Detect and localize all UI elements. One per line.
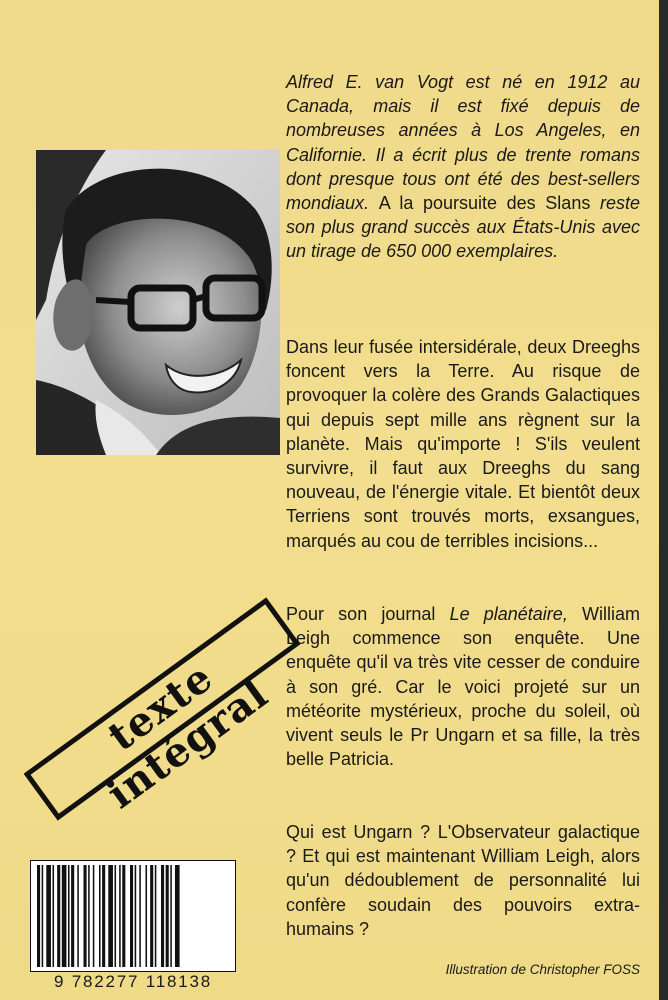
bio-text-1: Alfred E. van Vogt est né en 1912 au Canada, mais il est fixé depuis de nombreuses années à Los Angeles, en Californie. Il a écrit plus de trente romans dont presque tous ont été des best-sellers mondiaux. xyxy=(286,72,640,214)
newspaper-title: Le planétaire, xyxy=(449,604,568,624)
barcode-bar xyxy=(170,865,172,967)
synopsis-p2-end: William Leigh commence son enquête. Une enquête qu'il va très vite cesser de conduire à son gré. Car le voici projeté sur un météorite mystérieux, proche du soleil, où vivent seuls le Pr Ungarn et sa fille, la très belle Patricia. xyxy=(286,604,640,770)
barcode-bar xyxy=(135,865,137,967)
barcode-bar xyxy=(71,865,74,967)
stamp-label: texte intégral xyxy=(98,653,277,818)
scan-edge xyxy=(659,0,668,1000)
illustration-credit: Illustration de Christopher FOSS xyxy=(445,962,640,977)
synopsis-paragraph-1: Dans leur fusée intersidérale, deux Dreeghs foncent vers la Terre. Au risque de provoquer la colère des Grands Galactiques qui depuis sept mille ans règnent sur la planète. Mais qu'importe ! S'ils veulent survivre, il faut aux Dreeghs du sang nouveau, de l'énergie vitale. Et bientôt deux Terriens sont trouvés morts, exsangues, marqués au cou de terribles incisions... xyxy=(286,337,640,551)
synopsis-p2-start: Pour son journal xyxy=(286,604,436,624)
barcode-bar xyxy=(57,865,60,967)
author-photo xyxy=(36,150,280,455)
barcode-bars xyxy=(30,860,236,972)
barcode-bar xyxy=(102,865,105,967)
barcode-bar xyxy=(99,865,101,967)
barcode-bar xyxy=(88,865,90,967)
barcode-bar xyxy=(93,865,95,967)
barcode-bar xyxy=(77,865,79,967)
bio-book-title: A la poursuite des Slans xyxy=(378,193,591,214)
barcode-bar xyxy=(139,865,141,967)
barcode-bar xyxy=(161,865,164,967)
synopsis-paragraph-2 xyxy=(286,602,640,771)
barcode-bar xyxy=(53,865,55,967)
barcode-bar xyxy=(155,865,157,967)
barcode-bar xyxy=(46,865,51,967)
barcode-bar xyxy=(130,865,133,967)
barcode-bar xyxy=(68,865,70,967)
barcode-bar xyxy=(146,865,148,967)
bio-text-2: reste son plus grand succès aux États-Unis avec un tirage de 650 000 exemplaires. xyxy=(286,193,640,262)
barcode-bar xyxy=(108,865,113,967)
barcode-bar xyxy=(150,865,153,967)
barcode-bar xyxy=(115,865,117,967)
barcode-bar xyxy=(119,865,121,967)
isbn-number: 9 782277 118138 xyxy=(53,972,213,991)
synopsis-paragraph-3: Qui est Ungarn ? L'Observateur galactique ? Et qui est maintenant William Leigh, alors qu'un dédoublement de personnalité lui confère soudain des pouvoirs extra-humains ? xyxy=(286,822,640,939)
barcode-bar xyxy=(42,865,44,967)
barcode-bar xyxy=(62,865,67,967)
barcode-bar xyxy=(166,865,169,967)
barcode-bar xyxy=(122,865,125,967)
barcode-bar xyxy=(175,865,180,967)
barcode-bar xyxy=(84,865,87,967)
barcode-bar xyxy=(37,865,40,967)
isbn-barcode xyxy=(30,860,236,990)
author-biography xyxy=(286,70,640,264)
